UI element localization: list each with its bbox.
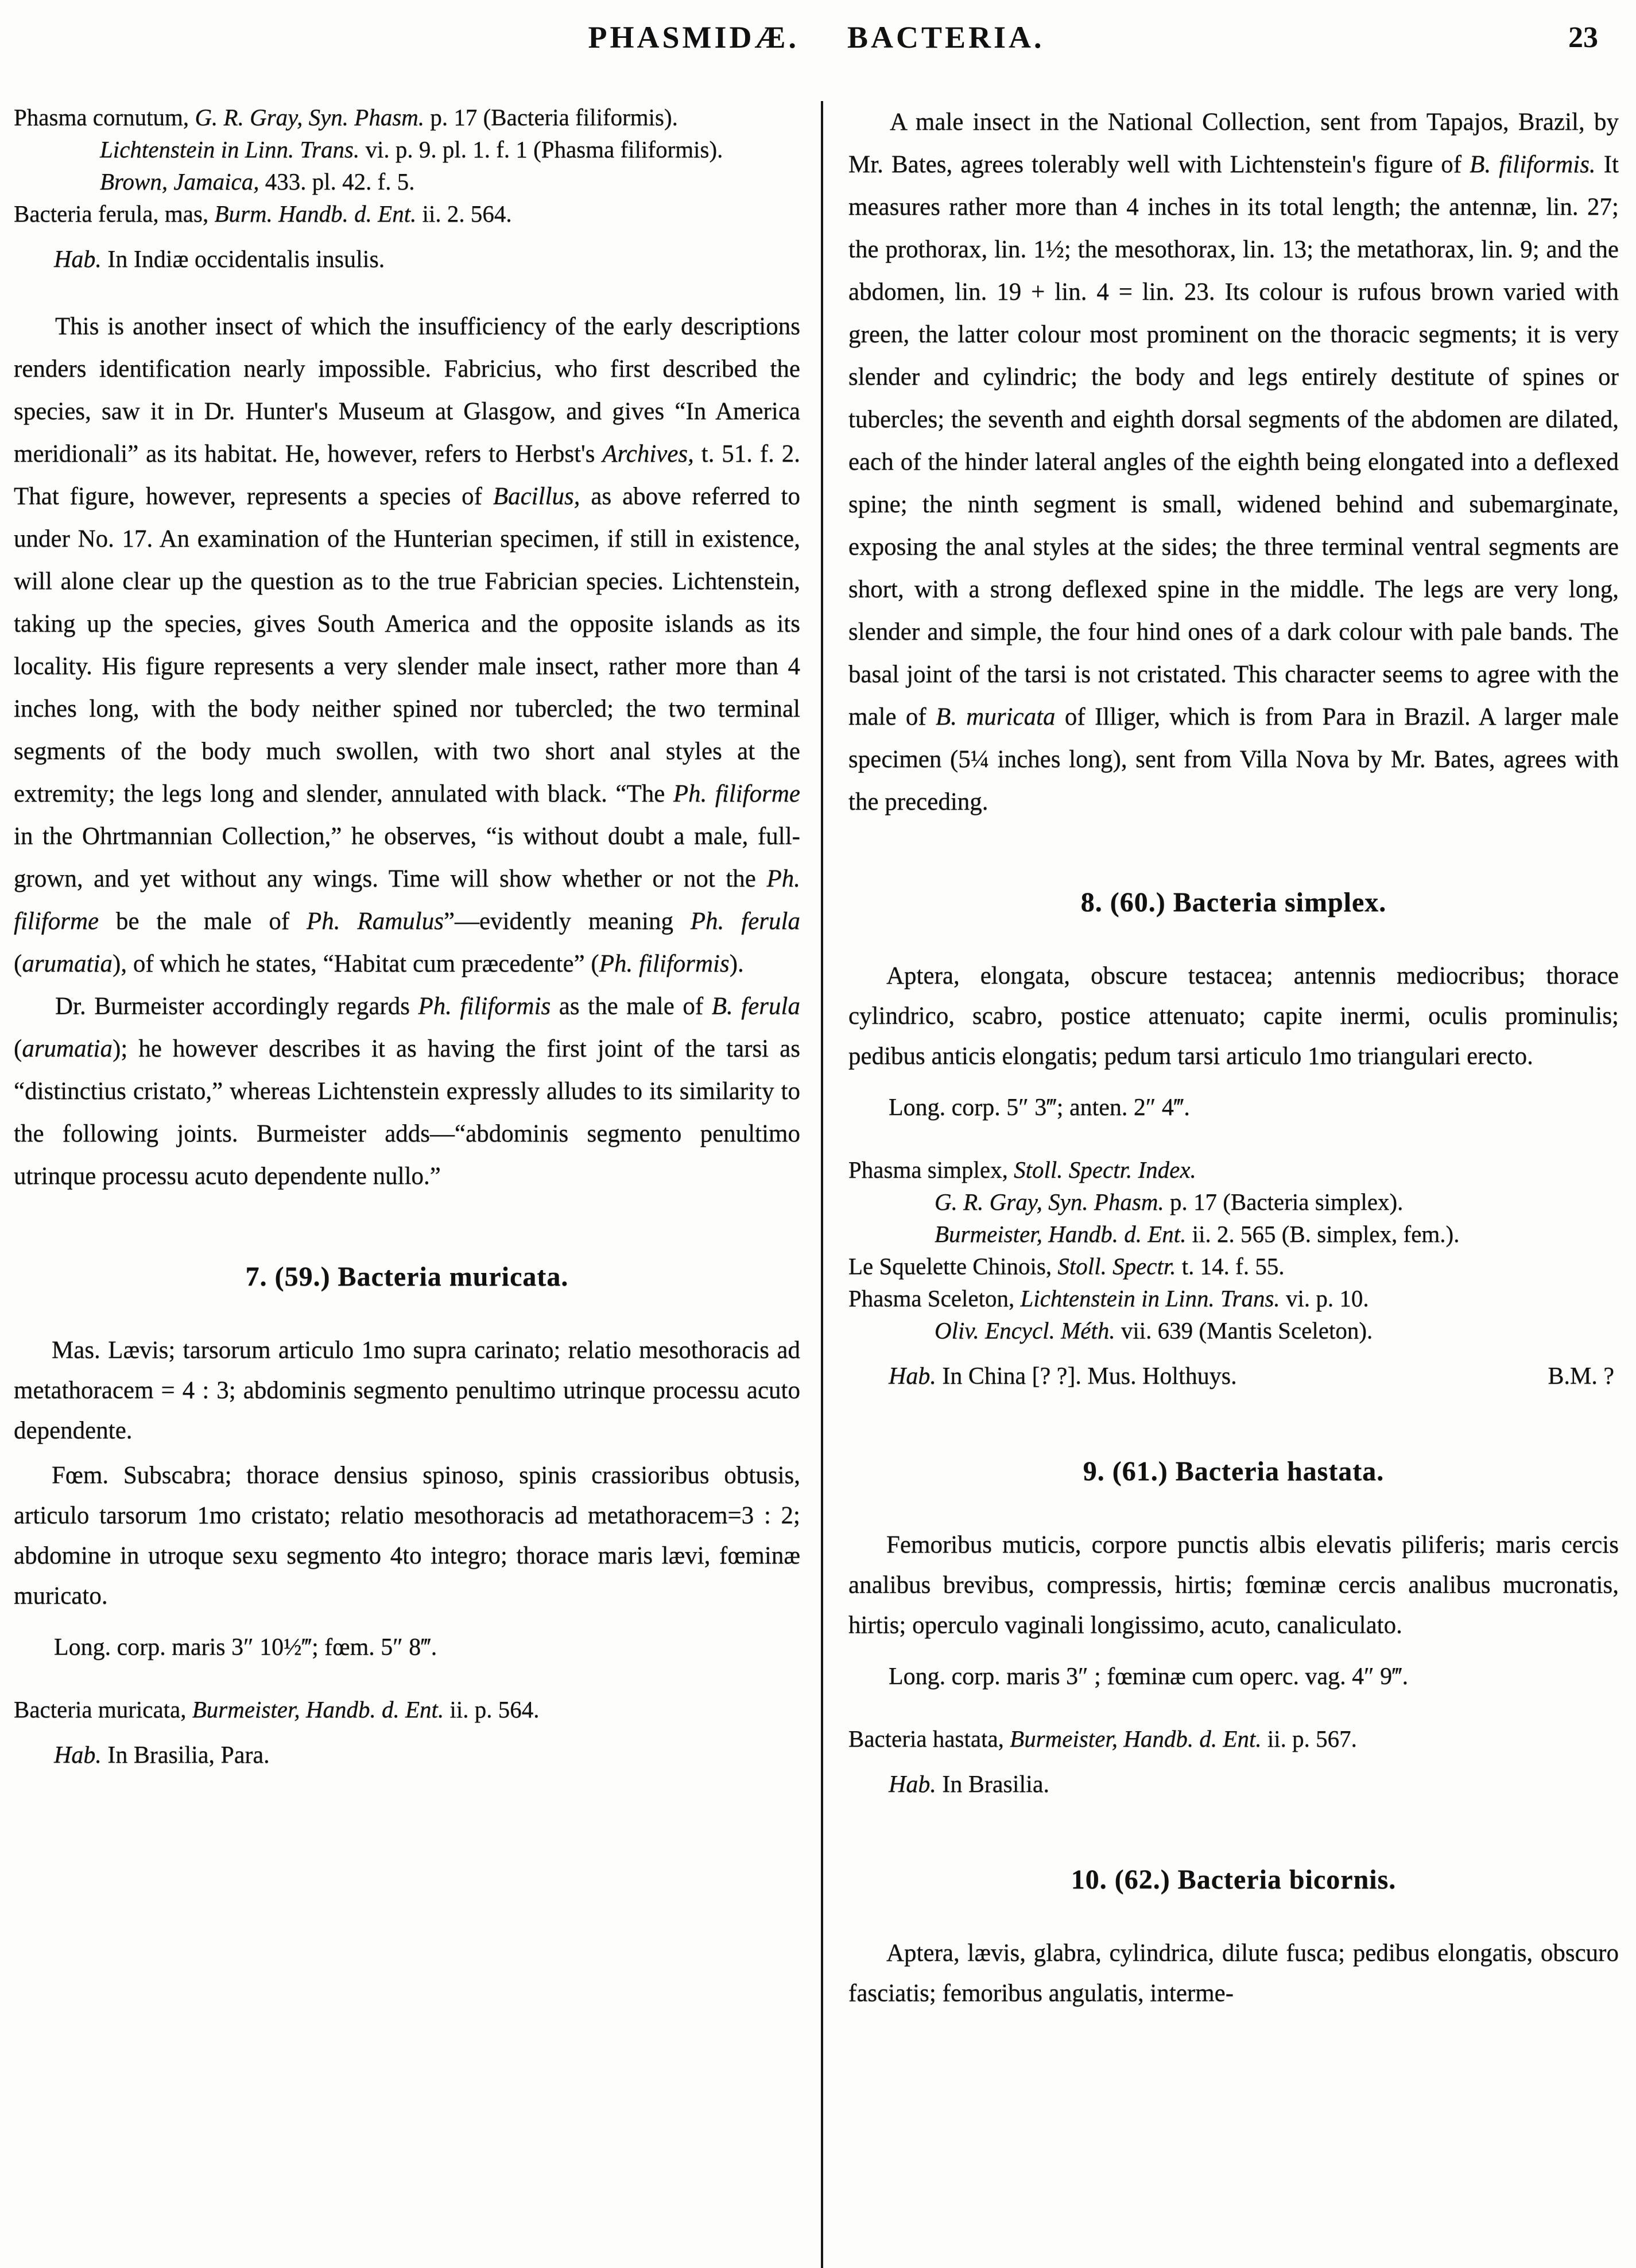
synonymy-reference [14,133,800,165]
genus-title: BACTERIA. [847,20,1045,55]
habitat-line [848,1768,1619,1801]
italic-text-run: Ph. filiforme [14,865,800,935]
text-run: Bacteria muricata, [14,1696,192,1723]
text-run: Phasma simplex, [848,1156,1014,1183]
italic-text-run: Burm. Handb. d. Ent. [214,200,417,227]
text-run: Long. corp. maris 3″ 10½‴; fœm. 5″ 8‴. [54,1634,437,1661]
paragraph [848,101,1619,823]
text-run: In Brasilia. [936,1771,1049,1798]
text-run: B.M. ? [1548,1363,1614,1390]
text-run: Dr. Burmeister accordingly regards [55,993,418,1020]
italic-text-run: Hab. [889,1771,936,1798]
italic-text-run: Lichtenstein in Linn. Trans. [100,136,360,162]
habitat-text [889,1360,1237,1392]
italic-text-run: Lichtenstein in Linn. Trans. [1020,1285,1280,1311]
italic-text-run: B. muricata [935,703,1056,730]
synonymy-reference [14,165,800,198]
synonymy-entry [848,1723,1619,1755]
text-run: Fœm. Subscabra; thorace densius spinoso, spinis crassioribus obtusis, articulo tarsorum 1mo cristato; relatio mesothoracis ad metathoracem=3 : 2; abdomine in utroque sexu segmento 4to integro; thorace maris lævi, fœminæ muricato. [14,1462,800,1609]
text-run: vi. p. 9. pl. 1. f. 1 (Phasma filiformis). [359,136,723,162]
text-run: of Illiger, which is from Para in Brazil. A larger male specimen (5¼ inches long), sent from Villa Nova by Mr. Bates, agrees with the preceding. [848,703,1619,815]
text-run: It measures rather more than 4 inches in its total length; the antennæ, lin. 27; the prothorax, lin. 1½; the mesothorax, lin. 13; the metathorax, lin. 9; and the abdomen, lin. 19 + lin. 4 = lin. 23. Its colour is rufous brown varied with green, the latter colour most prominent on the thoracic segments; it is very slender and cylindric; the body and legs entirely destitute of spines or tubercles; the seventh and eighth dorsal segments of the abdomen are dilated, each of the hinder lateral angles of the eighth being elongated into a deflexed spine; the ninth segment is small, widened behind and subemarginate, exposing the anal styles at the sides; the three terminal ventral segments are short, with a strong deflexed spine in the middle. The legs are very long, slender and simple, the four hind ones of a dark colour with pale bands. The basal joint of the tarsi is not cristated. This character seems to agree with the male of [848,151,1619,730]
left-column [14,101,821,2268]
collection-mark [1548,1360,1615,1392]
italic-text-run: Brown, Jamaica, [100,168,259,195]
italic-text-run: B. ferula [711,993,800,1020]
text-run: Femoribus muticis, corpore punctis albis elevatis piliferis; maris cercis analibus brevibus, compressis, hirtis; fœminæ cercis analibus mucronatis, hirtis; operculo vaginali longissimo, acuto, canaliculato. [848,1531,1619,1639]
paragraph [14,985,800,1198]
species-diagnosis [848,1525,1619,1646]
text-run: 10. (62.) Bacteria bicornis. [1071,1864,1397,1895]
italic-text-run: Stoll. Spectr. Index. [1014,1156,1196,1183]
text-run: Phasma Sceleton, [848,1285,1021,1311]
text-run: t. 14. f. 55. [1176,1253,1285,1279]
italic-text-run: arumatia [22,950,113,977]
text-run: 433. pl. 42. f. 5. [259,168,415,195]
species-heading [848,1864,1619,1895]
right-column [823,101,1619,2268]
text-run: ); he however describes it as having the first joint of the tarsi as “distinctius cristato,” whereas Lichtenstein expressly alludes to its similarity to the following joints. Burmeister adds—“abdominis segmento penultimo utrinque processu acuto dependente nullo.” [14,1035,800,1190]
text-run: p. 17 (Bacteria simplex). [1164,1189,1404,1215]
text-run: Phasma cornutum, [14,104,195,130]
italic-text-run: B. filiformis. [1470,151,1596,178]
paragraph [14,305,800,985]
text-run: ii. 2. 565 (B. simplex, fem.). [1186,1221,1460,1247]
text-run: 7. (59.) Bacteria muricata. [245,1261,569,1292]
species-diagnosis [848,956,1619,1077]
page-number: 23 [1568,21,1598,54]
text-run: Aptera, lævis, glabra, cylindrica, dilute fusca; pedibus elongatis, obscuro fasciatis; femoribus angulatis, interme- [848,1940,1619,2007]
italic-text-run: Ph. filiformis [418,993,551,1020]
synonymy-reference [848,1314,1619,1346]
text-run: 8. (60.) Bacteria simplex. [1080,887,1387,918]
synonymy-entry [848,1282,1619,1314]
measurement-line [848,1661,1619,1693]
text-run: Bacteria ferula, mas, [14,200,215,227]
text-run: ii. p. 567. [1261,1725,1357,1752]
text-run: Long. corp. maris 3″ ; fœminæ cum operc. vag. 4″ 9‴. [889,1663,1409,1690]
species-diagnosis [14,1456,800,1616]
species-diagnosis [14,1330,800,1451]
habitat-line [14,1739,800,1771]
text-run: vi. p. 10. [1280,1285,1369,1311]
text-run: Bacteria hastata, [848,1725,1010,1752]
running-title [14,20,1619,55]
synonymy-entry [14,101,800,133]
text-run: as the male of [550,993,712,1020]
italic-text-run: Hab. [54,1742,102,1768]
italic-text-run: Burmeister, Handb. d. Ent. [1010,1725,1262,1752]
text-run: ii. p. 564. [444,1696,540,1723]
italic-text-run: Ph. ferula [690,908,800,935]
text-run: vii. 639 (Mantis Sceleton). [1115,1317,1373,1344]
italic-text-run: Hab. [889,1363,936,1390]
text-run: In China [? ?]. Mus. Holthuys. [936,1363,1237,1390]
text-run: ( [14,950,22,977]
text-run: ”—evidently meaning [443,908,691,935]
measurement-line [848,1092,1619,1124]
text-run: Mas. Lævis; tarsorum articulo 1mo supra carinato; relatio mesothoracis ad metathoracem = 4 : 3; abdominis segmento penultimo utrinque processu acuto dependente. [14,1337,800,1444]
text-run: ), of which he states, “Habitat cum præcedente” ( [113,950,599,977]
synonymy-entry [848,1154,1619,1186]
italic-text-run: G. R. Gray, Syn. Phasm. [195,104,425,130]
species-heading [848,1456,1619,1487]
italic-text-run: Hab. [54,246,102,273]
italic-text-run: Burmeister, Handb. d. Ent. [192,1696,444,1723]
text-run: ii. 2. 564. [416,200,512,227]
text-run: Long. corp. 5″ 3‴; anten. 2″ 4‴. [889,1094,1190,1121]
measurement-line [14,1631,800,1663]
synonymy-entry [14,198,800,230]
italic-text-run: G. R. Gray, Syn. Phasm. [935,1189,1164,1215]
text-run: ). [729,950,744,977]
text-run: 9. (61.) Bacteria hastata. [1083,1456,1385,1487]
synonymy-entry [14,1693,800,1725]
two-column-text [14,101,1619,2268]
text-run: In Indiæ occidentalis insulis. [101,246,385,273]
synonymy-reference [848,1218,1619,1250]
italic-text-run: Archives, [602,440,694,467]
species-heading [14,1261,800,1292]
italic-text-run: Ph. Ramulus [307,908,444,935]
text-run: as above referred to under No. 17. An examination of the Hunterian specimen, if still in existence, will alone clear up the question as to the true Fabrician species. Lichtenstein, taking up the species, gives South America and the opposite islands as its locality. His figure represents a very slender male insect, rather more than 4 inches long, with the body neither spined nor tubercled; the two terminal segments of the body much swollen, with two short anal styles at the extremity; the legs long and slender, annulated with black. “The [14,483,800,807]
text-run: Le Squelette Chinois, [848,1253,1058,1279]
text-run: be the male of [99,908,307,935]
italic-text-run: Ph. filiforme [673,780,801,807]
synonymy-reference [848,1186,1619,1218]
habitat-line [848,1360,1619,1392]
species-diagnosis [848,1933,1619,2014]
text-run: A male insect in the National Collection, sent from Tapajos, Brazil, by Mr. Bates, agrees tolerably well with Lichtenstein's figure of [848,109,1619,178]
italic-text-run: Bacillus, [493,483,580,510]
text-run: in the Ohrtmannian Collection,” he observes, “is without doubt a male, full-grown, and yet without any wings. Time will show whether or not the [14,823,800,892]
synonymy-entry [848,1250,1619,1282]
text-run: Aptera, elongata, obscure testacea; antennis mediocribus; thorace cylindrico, scabro, postice attenuato; capite inermi, oculis prominulis; pedibus anticis elongatis; pedum tarsi articulo 1mo triangulari erecto. [848,962,1619,1070]
running-header [14,20,1619,69]
species-heading [848,887,1619,918]
text-run: In Brasilia, Para. [101,1742,270,1768]
italic-text-run: Oliv. Encycl. Méth. [935,1317,1115,1344]
habitat-line [14,243,800,276]
italic-text-run: Stoll. Spectr. [1057,1253,1176,1279]
text-run: ( [14,1035,22,1062]
family-title: PHASMIDÆ. [588,20,799,55]
italic-text-run: Burmeister, Handb. d. Ent. [935,1221,1187,1247]
italic-text-run: Ph. filiformis [599,950,730,977]
text-run: p. 17 (Bacteria filiformis). [424,104,678,130]
text-run: This is another insect of which the insufficiency of the early descriptions renders identification nearly impossible. Fabricius, who first described the species, saw it in Dr. Hunter's Museum at Glasgow, and gives “In America meridionali” as its habitat. He, however, refers to Herbst's [14,313,800,467]
italic-text-run: arumatia [22,1035,113,1062]
text-run: t. 51. f. 2. That figure, however, represents a species of [14,440,800,510]
